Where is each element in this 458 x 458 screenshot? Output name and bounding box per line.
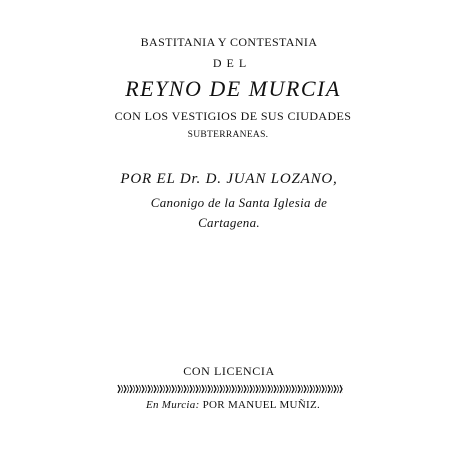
author-role-line-1: Canonigo de la Santa Iglesia de [150,195,328,210]
author-role-line-2: Cartagena. [198,215,260,230]
title-line-del: DEL [212,56,252,70]
imprint-place: En Murcia: [145,399,200,411]
title-line-1: BASTITANIA Y CONTESTANIA [140,35,318,49]
imprint-printer: POR MANUEL MUÑIZ. [202,399,321,411]
imprint-line [0,400,458,411]
main-title: REYNO DE MURCIA [125,76,341,101]
author-line: POR EL Dr. D. JUAN LOZANO, [120,171,338,187]
ornamental-rule [117,384,343,394]
subtitle-line-2: SUBTERRANEAS. [187,130,269,140]
subtitle-line-1: CON LOS VESTIGIOS DE SUS CIUDADES [114,109,352,123]
licence-line: CON LICENCIA [183,364,275,378]
